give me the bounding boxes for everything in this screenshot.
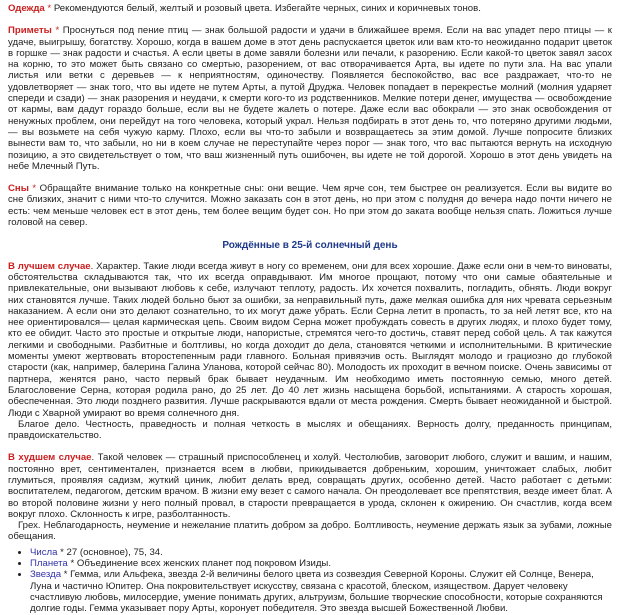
sin-paragraph: Грех. Неблагодарность, неумение и нежелание платить добром за добро. Болтливость, неумение держать язык за зубами, ложные обещания. xyxy=(8,520,612,543)
list-item xyxy=(30,547,612,558)
fact-text: * 27 (основное), 75, 34. xyxy=(60,546,163,558)
fact-text: * Объединение всех женских планет под покровом Изиды. xyxy=(70,558,331,570)
dreams-paragraph xyxy=(8,183,612,228)
best-case-text: . Характер. Такие люди всегда живут в ногу со временем, они для всех хорошие. Даже если они в чем-то виноваты, обстоятельства складываются так, что их всегда оправдывают. Им многое прощают, потому что они самые обаятельные и привлекательные, они вызывают любовь к себе, излучают теплоту, радость. Их хочется похвалить, погладить, обнять. Люди вокруг них становятся лучше. Таких людей больно бьют за ошибки, за неправильный путь, даже мелкая ошибка для них чревата серьезным наказанием. А если они это делают сознательно, то их могут даже убрать. Если Серна летит в пропасть, то за ней летят все, кто на нее ориентировался— целая кармическая цепь. Своим видом Серна может пробуждать совесть в других людях, и плохо будет тому, кто ее обидит. Часто это простые и открытые люди, напористые, стремятся чего-то достичь, ставят перед собой цель. А так кажутся легкими и свободными. Разбитные и болтливы, но когда доходит до дела, становятся четкими и исполнительными. В критические моменты умеют жертвовать второстепенным ради главного. Больная привязчив ость. Выглядят молодо и грациозно до глубокой старости (как, например, балерина Галина Уланова, которой сейчас 80). Молодость их проходит в вечном поиске. Очень зависимы от партнера, женятся рано, часто первый брак бывает неудачным. Им необходимо иметь постоянную семью, много детей. Благословение Серна, которая родила рано, до 25 лет. До 40 лет жизнь насыщена борьбой, испытаниями. А старость хорошая, обеспеченная. Это люди позднего развития. Лучше раскрываются вдали от места рождения. Смерть бывает неожиданной и быстрой. Люди с Хварной умирают во время солнечного дня. xyxy=(8,260,612,419)
clothing-label: Одежда xyxy=(8,3,45,14)
clothing-star: * xyxy=(47,3,52,14)
dreams-star: * xyxy=(32,183,37,195)
good-deed-paragraph: Благое дело. Честность, праведность и полная четкость в мыслях и обещаниях. Верность долгу, преданность принципам, правдоискательство. xyxy=(8,418,612,442)
dreams-label: Сны xyxy=(8,183,29,195)
dreams-text: Обращайте внимание только на конкретные сны: они вещие. Чем ярче сон, тем быстрее он реализуется. Если вы видите во сне близких, значит с ними что-то случится. Можно заказать сон в этот день, но при этом с полудня до вечера надо почти ничего не есть: чем меньше человек ест в этот день, тем более вещим будет сон. Но при этом до заката вообще нельзя спать. Ложиться лучше головой на север. xyxy=(8,183,612,229)
facts-list xyxy=(8,547,612,615)
best-case-label: В лучшем случае xyxy=(8,260,91,272)
clothing-text: Рекомендуются белый, желтый и розовый цвета. Избегайте черных, синих и коричневых тонов. xyxy=(53,3,481,14)
worst-case-paragraph xyxy=(8,452,612,520)
omens-text: Проснуться под пение птиц — знак большой радости и удачи в ближайшее время. Если на вас упадет перо птицы — к удаче, выигрышу, богатству. Хорошо, когда в вашем доме в этот день распускается цветок или вам кто-то неожиданно подарит цветок в горшке — знак радости и счастья. А если цветы в доме завяли болезни или печали, к разорению. Если какой-то цветок завял засох на корню, то это может быть связано со смертью, разорением, от вас отворачивается Арта, вы идете по пути зла. На вас упали листья или ветки с деревьев — к неприятностям, одиночеству. Появляется беспокойство, вас все раздражает, что-то не удовлетворяет — знак того, что вы идете не путем Арты, а путой Друджа. Человек попадает в перекрестье молний (молния ударяет спереди и сзади) — знак разорения и неудачи, к смерти кого-то из родственников. Мелкие потери денег, имущества — освобождение от кармы, вам дадут гораздо больше, если вы не будете жалеть о потере. Даже если вас обокрали — это знак освобождения от ненужных проблем, они перейдут на того человека, который украл. Нельзя подбирать в этот день то, что потеряно другими людьми, — вы возьмете на себя чужую карму. Плохо, если вы что-то забыли и возвращаетесь за этим домой. Лучше попросите близких вынести вам то, что забыли, но ни в коем случае не переступайте через порог — знак того, что вас пытаются вернуть на исходную позицию, а это свидетельствует о том, что ваш жизненный путь ошибочен, вы идете не той дорогой. Хорошо в этот день увидеть на небе Млечный Путь. xyxy=(8,25,613,172)
clothing-paragraph xyxy=(8,3,612,14)
omens-label: Приметы xyxy=(8,25,52,37)
born-heading: Рождённые в 25-й солнечный день xyxy=(222,240,398,252)
list-item xyxy=(30,569,612,614)
fact-label: Планета xyxy=(30,558,68,570)
best-case-paragraph xyxy=(8,261,612,419)
list-item xyxy=(30,558,612,569)
fact-label: Числа xyxy=(30,546,58,558)
fact-label: Звезда xyxy=(30,569,62,581)
omens-paragraph xyxy=(8,25,612,172)
fact-text: * Гемма, или Альфека, звезда 2-й величины белого цвета из созвездия Северной Короны. Служит ей Солнце, Венера, Луна и частично Юпитер. Она покровительствует искусству, связана с красотой, блеском, изяществом. Дарует человеку счастливую любовь, милосердие, умение понимать других, альтруизм, большие творческие способности, которые сохраняются долгие годы. Гемма указывает пору Арты, коронует победителя. Это звезда высшей Божественной Любви. xyxy=(30,569,603,615)
omens-star: * xyxy=(55,25,60,37)
worst-case-text: . Такой человек — страшный приспособленец и холуй. Честолюбив, заговорит любого, служит и вашим, и нашим, постоянно врет, сентиментален, признается всем в любви, прикидывается добреньким, хорошим, уничтожает слабых, любит глумиться, проявляя садизм, жуткий циник, любит делать вред, совращать других, особенно детей. Часто работает с детьми: воспитателем, педагогом, детским врачом. В жизни ему везет с самого начала. Он преодолевает все препятствия, везде имеет блат. А во второй половине жизни у него полный провал, в старости превращается в урода, склонен к ожирению. Он счастлив, когда всем вокруг плохо. Склонность к игре, разболтанность. xyxy=(8,452,612,520)
worst-case-label: В худшем случае xyxy=(8,452,92,464)
